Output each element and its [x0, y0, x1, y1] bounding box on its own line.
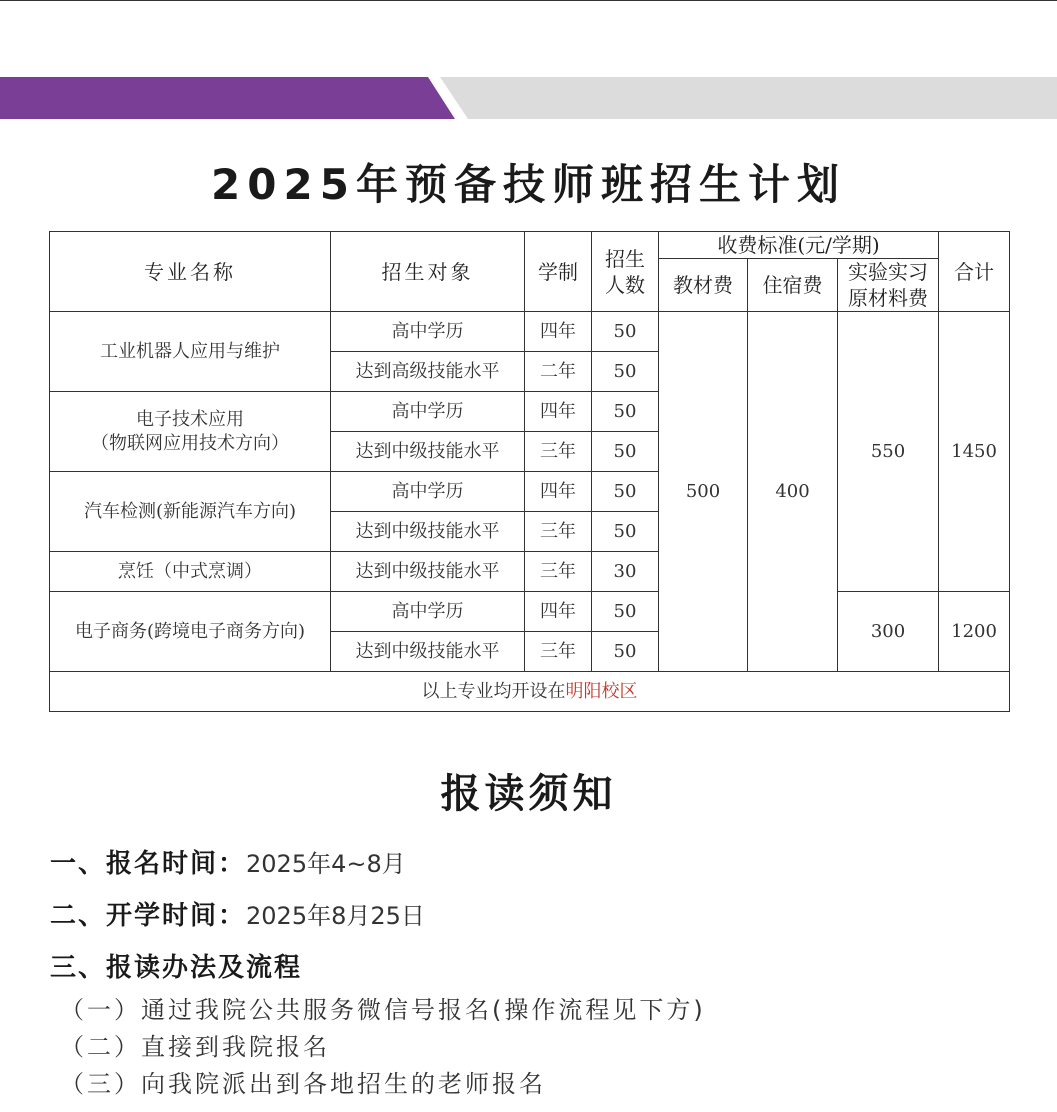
- duration-cell: 四年: [525, 592, 592, 632]
- notice-step: （二）直接到我院报名: [60, 1033, 330, 1061]
- header-total: 合计: [939, 232, 1010, 312]
- lab-fee-cell: 300: [838, 592, 939, 672]
- target-cell: 高中学历: [331, 392, 525, 432]
- target-cell: 达到高级技能水平: [331, 352, 525, 392]
- major-cell: 烹饪（中式烹调）: [50, 552, 331, 592]
- banner-purple-stripe: [0, 77, 455, 119]
- notice-item: [50, 895, 425, 932]
- major-name-line2: （物联网应用技术方向）: [91, 432, 289, 454]
- target-cell: 达到中级技能水平: [331, 432, 525, 472]
- page-title: 2025年预备技师班招生计划: [211, 160, 846, 209]
- header-quota-line1: 招生: [605, 246, 645, 271]
- target-cell: 达到中级技能水平: [331, 512, 525, 552]
- textbook-fee-cell: 500: [659, 312, 748, 672]
- notice-step: （一）通过我院公共服务微信号报名(操作流程见下方): [60, 996, 706, 1024]
- header-duration: 学制: [525, 232, 592, 312]
- quota-cell: 50: [592, 392, 659, 432]
- header-fees: 收费标准(元/学期): [659, 232, 939, 259]
- total-cell: 1200: [939, 592, 1010, 672]
- target-cell: 高中学历: [331, 592, 525, 632]
- target-cell: 高中学历: [331, 472, 525, 512]
- duration-cell: 三年: [525, 432, 592, 472]
- header-textbook: 教材费: [659, 259, 748, 312]
- notice-item: [50, 843, 406, 880]
- footer-campus: 明阳校区: [565, 680, 638, 702]
- duration-cell: 四年: [525, 392, 592, 432]
- target-cell: 达到中级技能水平: [331, 552, 525, 592]
- banner-gray-stripe: [440, 77, 1057, 119]
- quota-cell: 50: [592, 472, 659, 512]
- target-cell: 达到中级技能水平: [331, 632, 525, 672]
- major-cell: [50, 392, 331, 472]
- duration-cell: 三年: [525, 632, 592, 672]
- header-target: 招生对象: [331, 232, 525, 312]
- target-cell: 高中学历: [331, 312, 525, 352]
- quota-cell: 50: [592, 512, 659, 552]
- duration-cell: 三年: [525, 512, 592, 552]
- top-border: [0, 0, 1057, 1]
- quota-cell: 50: [592, 432, 659, 472]
- table-footer: [50, 672, 1010, 712]
- duration-cell: 二年: [525, 352, 592, 392]
- header-dorm: 住宿费: [748, 259, 838, 312]
- total-cell: 1450: [939, 312, 1010, 592]
- header-quota: [592, 232, 659, 312]
- major-cell: 电子商务(跨境电子商务方向): [50, 592, 331, 672]
- quota-cell: 50: [592, 352, 659, 392]
- header-major: 专业名称: [50, 232, 331, 312]
- major-cell: 工业机器人应用与维护: [50, 312, 331, 392]
- duration-cell: 三年: [525, 552, 592, 592]
- dorm-fee-cell: 400: [748, 312, 838, 672]
- header-lab-line2: 原材料费: [848, 286, 929, 310]
- quota-cell: 50: [592, 592, 659, 632]
- notice-item: [50, 947, 302, 984]
- notice-item-value: 2025年8月25日: [246, 902, 425, 930]
- major-cell: 汽车检测(新能源汽车方向): [50, 472, 331, 552]
- duration-cell: 四年: [525, 312, 592, 352]
- header-quota-line2: 人数: [605, 272, 645, 297]
- notice-item-label: 三、报读办法及流程: [50, 953, 303, 983]
- notice-item-label: 二、开学时间：: [50, 901, 247, 931]
- quota-cell: 50: [592, 632, 659, 672]
- notice-item-label: 一、报名时间：: [50, 849, 247, 879]
- header-lab-line1: 实验实习: [848, 260, 929, 284]
- major-name-line1: 电子技术应用: [136, 409, 244, 431]
- notice-item-value: 2025年4~8月: [246, 850, 406, 878]
- footer-text: 以上专业均开设在: [421, 680, 566, 702]
- lab-fee-cell: 550: [838, 312, 939, 592]
- notice-step: （三）向我院派出到各地招生的老师报名: [60, 1070, 546, 1098]
- quota-cell: 30: [592, 552, 659, 592]
- header-lab: [838, 259, 939, 312]
- notice-title: 报读须知: [440, 771, 617, 817]
- quota-cell: 50: [592, 312, 659, 352]
- duration-cell: 四年: [525, 472, 592, 512]
- enrollment-table: [49, 231, 1010, 712]
